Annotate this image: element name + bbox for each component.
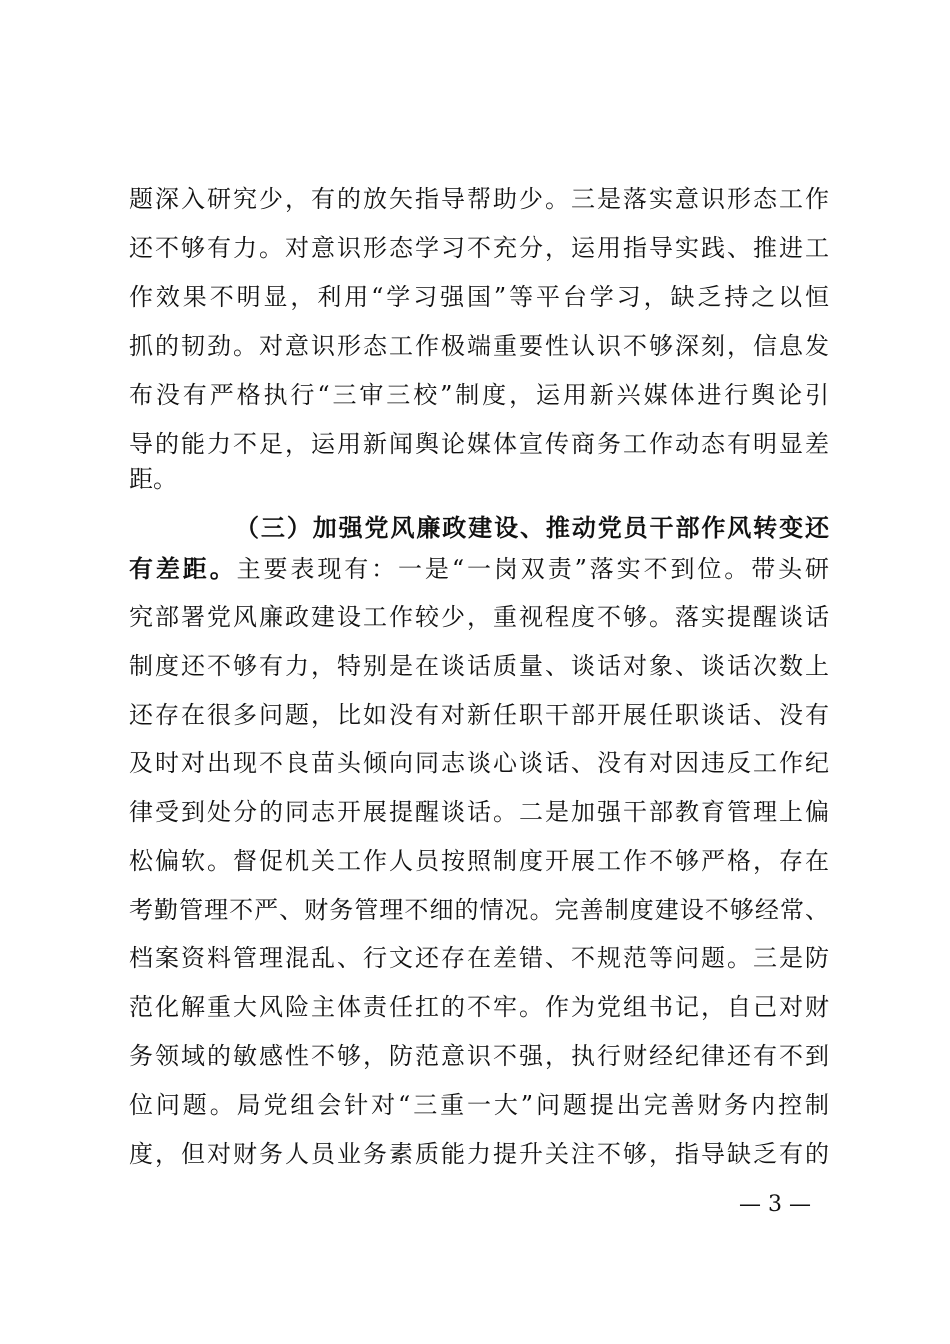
- page-number: — 3 —: [739, 1192, 811, 1217]
- body-text-line: 范化解重大风险主体责任扛的不牢。作为党组书记，自己对财: [129, 993, 829, 1021]
- body-text-line: 还不够有力。对意识形态学习不充分，运用指导实践、推进工: [129, 234, 829, 262]
- body-text-line: 务领域的敏感性不够，防范意识不强，执行财经纪律还有不到: [129, 1042, 829, 1070]
- body-text-line: 位问题。局党组会针对“三重一大”问题提出完善财务内控制: [129, 1091, 829, 1119]
- body-text-line: 究部署党风廉政建设工作较少，重视程度不够。落实提醒谈话: [129, 603, 829, 631]
- body-text-line: 律受到处分的同志开展提醒谈话。二是加强干部教育管理上偏: [129, 798, 829, 826]
- section-heading-tail: 有差距。: [129, 554, 237, 583]
- body-text-line: 抓的韧劲。对意识形态工作极端重要性认识不够深刻，信息发: [129, 332, 829, 360]
- body-text-line: 档案资料管理混乱、行文还存在差错、不规范等问题。三是防: [129, 944, 829, 972]
- body-text-line: 距。: [129, 465, 177, 493]
- body-text-line: 作效果不明显，利用“学习强国”等平台学习，缺乏持之以恒: [129, 283, 829, 311]
- body-text-line: 及时对出现不良苗头倾向同志谈心谈话、没有对因违反工作纪: [129, 749, 829, 777]
- body-text-line: 松偏软。督促机关工作人员按照制度开展工作不够严格，存在: [129, 847, 829, 875]
- body-text-line: 度，但对财务人员业务素质能力提升关注不够，指导缺乏有的: [129, 1140, 829, 1168]
- body-text-line: 导的能力不足，运用新闻舆论媒体宣传商务工作动态有明显差: [129, 430, 829, 458]
- body-text-line: 布没有严格执行“三审三校”制度，运用新兴媒体进行舆论引: [129, 381, 829, 409]
- section-heading-continuation: [129, 552, 829, 586]
- body-text-line: 题深入研究少，有的放矢指导帮助少。三是落实意识形态工作: [129, 185, 829, 213]
- section-heading: （三）加强党风廉政建设、推动党员干部作风转变还: [235, 513, 829, 542]
- body-text-line: 考勤管理不严、财务管理不细的情况。完善制度建设不够经常、: [129, 896, 829, 924]
- body-text-span: 主要表现有：一是“一岗双责”落实不到位。带头研: [236, 555, 829, 583]
- body-text-line: 还存在很多问题，比如没有对新任职干部开展任职谈话、没有: [129, 701, 829, 729]
- body-text-line: 制度还不够有力，特别是在谈话质量、谈话对象、谈话次数上: [129, 652, 829, 680]
